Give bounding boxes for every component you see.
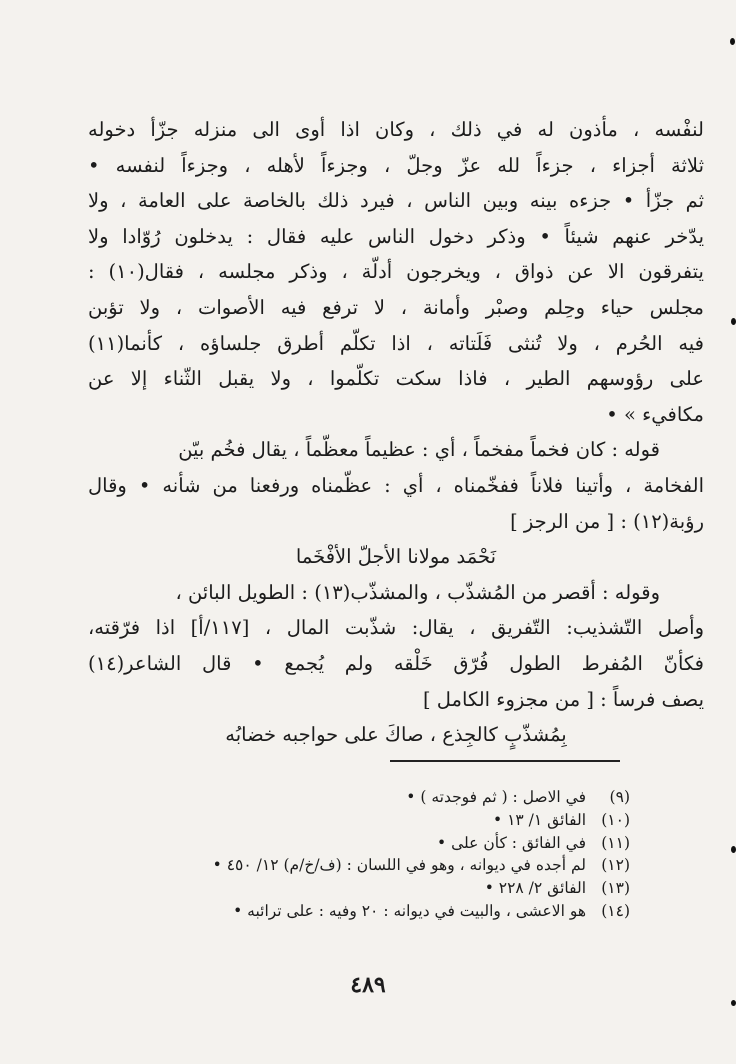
scan-speck <box>731 846 736 853</box>
footnote-number: (١٠) <box>601 810 630 829</box>
footnote-text: في الاصل : ( ثم فوجدته ) • <box>406 788 586 806</box>
scan-speck <box>731 318 736 325</box>
text-line: لنفْسه ، مأذون له في ذلك ، وكان اذا أوى الى منزله جزّأ دخوله <box>88 118 704 141</box>
verse-line: نَحْمَد مولانا الأجلّ الأفْخَما <box>295 545 497 569</box>
text-line: رؤبة(١٢) : [ من الرجز ] <box>510 509 704 533</box>
footnote <box>212 854 630 877</box>
text-line: الفخامة ، وأتينا فلاناً ففخّمناه ، أي : عظّمناه ورفعنا من شأنه • وقال <box>88 473 704 497</box>
scan-speck <box>731 1000 736 1006</box>
footnote-number: (١٣) <box>601 879 630 898</box>
text-line: وقوله : أقصر من المُشذّب ، والمشذّب(١٣) : الطويل البائن ، <box>175 580 660 604</box>
footnote-text: هو الاعشى ، والبيت في ديوانه : ٢٠ وفيه : على ترائبه • <box>233 901 586 920</box>
footnote-text: في الفائق : كأن على • <box>437 833 586 852</box>
footnote <box>233 900 630 923</box>
footnote-text: الفائق ١/ ١٣ • <box>493 810 586 829</box>
footnote-number: (١١) <box>601 833 630 852</box>
footnote-text: الفائق ٢/ ٢٢٨ • <box>484 879 586 898</box>
footnote-number: (١٤) <box>601 901 630 920</box>
text-line: فكأنّ المُفرط الطول فُرّق خَلْقه ولم يُجمع • قال الشاعر(١٤) <box>88 651 704 675</box>
text-line: قوله : كان فخماً مفخماً ، أي : عظيماً معظّماً ، يقال فخُم بيّن <box>178 438 660 462</box>
page-number: ٤٨٩ <box>350 972 386 998</box>
scan-speck <box>730 38 735 45</box>
text-line: يدّخر عنهم شيئاً • وذكر دخول الناس عليه فقال : يدخلون رُوّادا ولا <box>88 224 704 248</box>
main-text <box>88 112 704 753</box>
text-line: وأصل التّشذيب: التّفريق ، يقال: شذّبت المال ، [١١٧/أ] اذا فرّقته، <box>88 616 704 640</box>
text-line: ثلاثة أجزاء ، جزءاً لله عزّ وجلّ ، وجزءاً لأهله ، وجزءاً لنفسه • <box>88 153 704 177</box>
footnote-divider <box>390 760 620 762</box>
text-line: ثم جزّأ • جزءه بينه وبين الناس ، فيرد ذلك بالخاصة على العامة ، ولا <box>88 189 704 213</box>
footnote-number: (١٢) <box>601 856 630 875</box>
text-line: يتفرقون الا عن ذواق ، ويخرجون أدلّة ، وذكر مجلسه ، فقال(١٠) : <box>88 260 704 284</box>
footnote-text: لم أجده في ديوانه ، وهو في اللسان : (ف/خ/م) ١٢/ ٤٥٠ • <box>212 856 586 875</box>
footnote <box>300 832 630 855</box>
footnote <box>300 809 630 832</box>
text-line: مكافيء » • <box>606 402 704 426</box>
footnote-number: (٩) <box>609 788 630 806</box>
verse-line: بِمُشذّبٍ كالجِذع ، صاكَ على حواجبه خضابُه <box>225 723 567 747</box>
text-line: مجلس حياء وحِلم وصبْر وأمانة ، لا ترفع فيه الأصوات ، ولا تؤبن <box>88 295 704 319</box>
text-line: يصف فرساً : [ من مجزوء الكامل ] <box>422 687 704 711</box>
footnote <box>300 786 630 809</box>
text-line: على رؤوسهم الطير ، فاذا سكت تكلّموا ، ولا يقبل الثّناء إلا عن <box>88 367 704 391</box>
text-line: فيه الحُرم ، ولا تُنثى فَلَتاته ، اذا تكلّم أطرق جلساؤه ، كأنما(١١) <box>88 331 704 355</box>
footnote <box>300 877 630 900</box>
footnotes <box>212 786 630 923</box>
